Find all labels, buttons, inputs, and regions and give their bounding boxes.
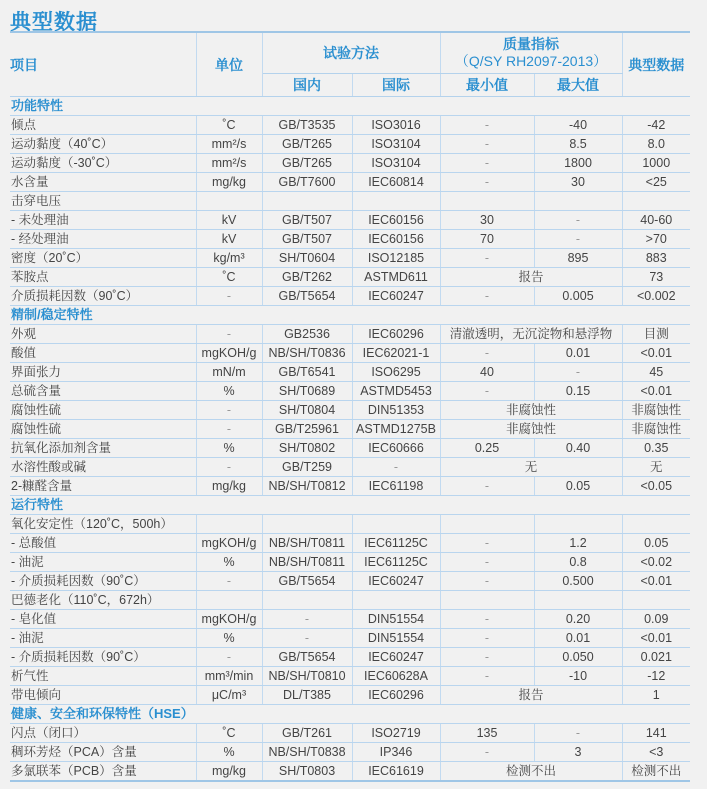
cell-domestic: GB/T262	[262, 268, 352, 287]
cell-max: 0.05	[534, 477, 622, 496]
cell-item: 稠环芳烃（PCA）含量	[10, 743, 196, 762]
cell-item: 介质损耗因数（90˚C）	[10, 287, 196, 306]
cell-min	[440, 515, 534, 534]
section-title: 健康、安全和环保特性（HSE）	[10, 705, 690, 724]
cell-typical: 检测不出	[622, 762, 690, 782]
cell-item: 闪点（闭口）	[10, 724, 196, 743]
cell-typical: <0.01	[622, 382, 690, 401]
cell-min: -	[440, 629, 534, 648]
cell-typical: 0.09	[622, 610, 690, 629]
table-row	[10, 724, 690, 743]
cell-max: 0.01	[534, 344, 622, 363]
table-row	[10, 230, 690, 249]
cell-unit: %	[196, 743, 262, 762]
cell-unit	[196, 515, 262, 534]
cell-international	[352, 192, 440, 211]
cell-domestic: SH/T0802	[262, 439, 352, 458]
table-row	[10, 648, 690, 667]
cell-international: IEC60247	[352, 572, 440, 591]
cell-unit: %	[196, 382, 262, 401]
cell-typical: 1000	[622, 154, 690, 173]
cell-domestic: SH/T0689	[262, 382, 352, 401]
cell-min: 0.25	[440, 439, 534, 458]
cell-domestic: SH/T0604	[262, 249, 352, 268]
cell-domestic	[262, 591, 352, 610]
cell-domestic: GB/T265	[262, 154, 352, 173]
cell-item: - 皂化值	[10, 610, 196, 629]
cell-max: -40	[534, 116, 622, 135]
table-row	[10, 762, 690, 782]
cell-unit: ˚C	[196, 724, 262, 743]
cell-min: -	[440, 116, 534, 135]
header-unit: 单位	[196, 32, 262, 97]
cell-typical: 非腐蚀性	[622, 420, 690, 439]
cell-unit: -	[196, 572, 262, 591]
cell-quality-index: 报告	[440, 686, 622, 705]
cell-domestic: GB/T265	[262, 135, 352, 154]
cell-unit: ˚C	[196, 268, 262, 287]
table-row	[10, 439, 690, 458]
cell-international: ISO2719	[352, 724, 440, 743]
cell-domestic: GB/T7600	[262, 173, 352, 192]
cell-min: -	[440, 534, 534, 553]
table-row	[10, 629, 690, 648]
table-row	[10, 515, 690, 534]
cell-typical: 无	[622, 458, 690, 477]
cell-typical: -12	[622, 667, 690, 686]
cell-domestic: NB/SH/T0811	[262, 534, 352, 553]
section-title: 精制/稳定特性	[10, 306, 690, 325]
cell-typical: -42	[622, 116, 690, 135]
table-row	[10, 610, 690, 629]
cell-international: IEC60296	[352, 325, 440, 344]
quality-index-standard: （Q/SY RH2097-2013）	[454, 53, 608, 69]
cell-unit: -	[196, 401, 262, 420]
table-row	[10, 116, 690, 135]
table-row	[10, 192, 690, 211]
cell-domestic: GB/T259	[262, 458, 352, 477]
header-quality-index	[440, 32, 622, 74]
page-title: 典型数据	[10, 11, 98, 34]
cell-international: IEC60156	[352, 211, 440, 230]
cell-item: 击穿电压	[10, 192, 196, 211]
cell-item: - 油泥	[10, 553, 196, 572]
cell-max: 0.050	[534, 648, 622, 667]
cell-quality-index: 检测不出	[440, 762, 622, 782]
cell-unit: mm³/min	[196, 667, 262, 686]
cell-unit: mgKOH/g	[196, 534, 262, 553]
cell-international: ASTMD5453	[352, 382, 440, 401]
cell-item: 腐蚀性硫	[10, 420, 196, 439]
cell-domestic: SH/T0803	[262, 762, 352, 782]
cell-typical: <0.002	[622, 287, 690, 306]
cell-max: 30	[534, 173, 622, 192]
cell-max: -	[534, 363, 622, 382]
cell-international: ISO3104	[352, 135, 440, 154]
cell-unit: mgKOH/g	[196, 344, 262, 363]
cell-typical: 非腐蚀性	[622, 401, 690, 420]
cell-max	[534, 192, 622, 211]
cell-quality-index: 非腐蚀性	[440, 420, 622, 439]
cell-international: IEC60247	[352, 648, 440, 667]
cell-max: 0.20	[534, 610, 622, 629]
cell-max: 8.5	[534, 135, 622, 154]
cell-min: -	[440, 154, 534, 173]
table-row	[10, 173, 690, 192]
cell-typical: <0.01	[622, 344, 690, 363]
table-row	[10, 420, 690, 439]
cell-quality-index: 无	[440, 458, 622, 477]
cell-min	[440, 192, 534, 211]
cell-item: 水溶性酸或碱	[10, 458, 196, 477]
cell-min: -	[440, 135, 534, 154]
cell-item: 腐蚀性硫	[10, 401, 196, 420]
cell-international: ISO3104	[352, 154, 440, 173]
cell-domestic: GB2536	[262, 325, 352, 344]
cell-international: ISO3016	[352, 116, 440, 135]
cell-item: 巴德老化（110˚C，672h）	[10, 591, 196, 610]
cell-domestic: NB/SH/T0811	[262, 553, 352, 572]
cell-unit	[196, 591, 262, 610]
cell-domestic: NB/SH/T0838	[262, 743, 352, 762]
cell-unit: mg/kg	[196, 762, 262, 782]
cell-international: IEC61619	[352, 762, 440, 782]
cell-international: IEC60814	[352, 173, 440, 192]
cell-unit: -	[196, 325, 262, 344]
cell-unit: -	[196, 420, 262, 439]
cell-domestic: -	[262, 629, 352, 648]
cell-typical: 73	[622, 268, 690, 287]
cell-item: 析气性	[10, 667, 196, 686]
cell-max: 0.40	[534, 439, 622, 458]
cell-item: 多氯联苯（PCB）含量	[10, 762, 196, 782]
cell-domestic: GB/T6541	[262, 363, 352, 382]
cell-item: - 介质损耗因数（90˚C）	[10, 572, 196, 591]
cell-min: -	[440, 743, 534, 762]
cell-international: ASTMD611	[352, 268, 440, 287]
cell-typical: 目测	[622, 325, 690, 344]
cell-max: -10	[534, 667, 622, 686]
section-header	[10, 97, 690, 116]
cell-item: 抗氧化添加剂含量	[10, 439, 196, 458]
table-row	[10, 401, 690, 420]
cell-international: IEC60628A	[352, 667, 440, 686]
cell-min: 30	[440, 211, 534, 230]
cell-unit: %	[196, 629, 262, 648]
cell-min: -	[440, 173, 534, 192]
cell-item: 外观	[10, 325, 196, 344]
cell-item: - 经处理油	[10, 230, 196, 249]
cell-max: -	[534, 230, 622, 249]
cell-international: IEC61125C	[352, 553, 440, 572]
cell-item: - 介质损耗因数（90˚C）	[10, 648, 196, 667]
cell-item: 界面张力	[10, 363, 196, 382]
cell-international: DIN51554	[352, 629, 440, 648]
cell-typical: 8.0	[622, 135, 690, 154]
cell-unit: ˚C	[196, 116, 262, 135]
table-row	[10, 458, 690, 477]
cell-domestic: DL/T385	[262, 686, 352, 705]
cell-min: -	[440, 249, 534, 268]
cell-international: IEC60666	[352, 439, 440, 458]
cell-max: -	[534, 211, 622, 230]
cell-unit: %	[196, 439, 262, 458]
cell-min: -	[440, 572, 534, 591]
table-row	[10, 249, 690, 268]
table-row	[10, 686, 690, 705]
quality-index-title: 质量指标	[503, 36, 559, 52]
table-row	[10, 553, 690, 572]
cell-typical	[622, 515, 690, 534]
cell-unit: mgKOH/g	[196, 610, 262, 629]
cell-min: -	[440, 344, 534, 363]
cell-item: - 总酸值	[10, 534, 196, 553]
cell-min: -	[440, 648, 534, 667]
table-row	[10, 534, 690, 553]
cell-max: 0.15	[534, 382, 622, 401]
cell-unit: -	[196, 648, 262, 667]
cell-item: 密度（20˚C）	[10, 249, 196, 268]
cell-typical: 45	[622, 363, 690, 382]
table-row	[10, 591, 690, 610]
table-row	[10, 363, 690, 382]
cell-item: 2-糠醛含量	[10, 477, 196, 496]
cell-international	[352, 515, 440, 534]
header-domestic: 国内	[262, 74, 352, 97]
cell-typical: 0.35	[622, 439, 690, 458]
cell-max: 0.8	[534, 553, 622, 572]
cell-unit: kV	[196, 211, 262, 230]
cell-international: IP346	[352, 743, 440, 762]
cell-international: IEC60156	[352, 230, 440, 249]
cell-unit: kV	[196, 230, 262, 249]
cell-unit: mm²/s	[196, 154, 262, 173]
cell-typical	[622, 192, 690, 211]
cell-international: IEC62021-1	[352, 344, 440, 363]
cell-min: -	[440, 667, 534, 686]
cell-unit: -	[196, 287, 262, 306]
cell-min: -	[440, 382, 534, 401]
cell-item: - 未处理油	[10, 211, 196, 230]
cell-unit: mN/m	[196, 363, 262, 382]
cell-min: 40	[440, 363, 534, 382]
cell-typical: 0.021	[622, 648, 690, 667]
cell-domestic: NB/SH/T0812	[262, 477, 352, 496]
cell-max: 1800	[534, 154, 622, 173]
cell-typical: 141	[622, 724, 690, 743]
section-header	[10, 705, 690, 724]
table-row	[10, 154, 690, 173]
cell-unit: kg/m³	[196, 249, 262, 268]
cell-max: 0.01	[534, 629, 622, 648]
cell-international: -	[352, 458, 440, 477]
cell-max	[534, 515, 622, 534]
section-header	[10, 306, 690, 325]
cell-domestic: NB/SH/T0810	[262, 667, 352, 686]
typical-data-table	[10, 31, 690, 782]
cell-domestic: SH/T0804	[262, 401, 352, 420]
cell-max: 3	[534, 743, 622, 762]
header-typical: 典型数据	[622, 32, 690, 97]
header-max: 最大值	[534, 74, 622, 97]
cell-min: -	[440, 477, 534, 496]
cell-max: 0.005	[534, 287, 622, 306]
cell-item: 运动黏度（40˚C）	[10, 135, 196, 154]
table-row	[10, 382, 690, 401]
cell-typical: 40-60	[622, 211, 690, 230]
cell-domestic: -	[262, 610, 352, 629]
cell-typical: <25	[622, 173, 690, 192]
table-row	[10, 477, 690, 496]
cell-min: -	[440, 553, 534, 572]
cell-item: 总硫含量	[10, 382, 196, 401]
table-row	[10, 325, 690, 344]
cell-domestic: GB/T5654	[262, 287, 352, 306]
cell-max: -	[534, 724, 622, 743]
cell-item: 氧化安定性（120˚C，500h）	[10, 515, 196, 534]
table-row	[10, 268, 690, 287]
cell-min: -	[440, 287, 534, 306]
cell-international: IEC60247	[352, 287, 440, 306]
header-item: 项目	[10, 32, 196, 97]
cell-typical: 1	[622, 686, 690, 705]
cell-domestic: NB/SH/T0836	[262, 344, 352, 363]
cell-item: 倾点	[10, 116, 196, 135]
cell-unit: mg/kg	[196, 477, 262, 496]
cell-unit: -	[196, 458, 262, 477]
cell-typical: <0.01	[622, 572, 690, 591]
cell-unit: %	[196, 553, 262, 572]
cell-quality-index: 非腐蚀性	[440, 401, 622, 420]
section-title: 功能特性	[10, 97, 690, 116]
cell-domestic	[262, 515, 352, 534]
table-row	[10, 211, 690, 230]
cell-unit: μC/m³	[196, 686, 262, 705]
header-min: 最小值	[440, 74, 534, 97]
cell-international: IEC61125C	[352, 534, 440, 553]
cell-typical: 883	[622, 249, 690, 268]
cell-min: 70	[440, 230, 534, 249]
cell-unit	[196, 192, 262, 211]
cell-international: DIN51554	[352, 610, 440, 629]
cell-quality-index: 报告	[440, 268, 622, 287]
header-international: 国际	[352, 74, 440, 97]
cell-domestic: GB/T5654	[262, 648, 352, 667]
table-row	[10, 667, 690, 686]
cell-international: IEC60296	[352, 686, 440, 705]
header-test-method: 试验方法	[262, 32, 440, 74]
cell-min: -	[440, 610, 534, 629]
cell-international: ISO6295	[352, 363, 440, 382]
cell-international: IEC61198	[352, 477, 440, 496]
section-title: 运行特性	[10, 496, 690, 515]
cell-item: - 油泥	[10, 629, 196, 648]
cell-quality-index: 清澈透明，无沉淀物和悬浮物	[440, 325, 622, 344]
cell-domestic: GB/T25961	[262, 420, 352, 439]
section-header	[10, 496, 690, 515]
cell-item: 水含量	[10, 173, 196, 192]
table-row	[10, 344, 690, 363]
cell-domestic	[262, 192, 352, 211]
cell-domestic: GB/T261	[262, 724, 352, 743]
cell-typical: 0.05	[622, 534, 690, 553]
cell-domestic: GB/T507	[262, 230, 352, 249]
cell-international: DIN51353	[352, 401, 440, 420]
table-row	[10, 572, 690, 591]
cell-domestic: GB/T3535	[262, 116, 352, 135]
cell-min	[440, 591, 534, 610]
cell-max: 0.500	[534, 572, 622, 591]
cell-domestic: GB/T507	[262, 211, 352, 230]
cell-typical: >70	[622, 230, 690, 249]
cell-typical: <0.02	[622, 553, 690, 572]
cell-international: ISO12185	[352, 249, 440, 268]
cell-item: 带电倾向	[10, 686, 196, 705]
cell-unit: mm²/s	[196, 135, 262, 154]
table-row	[10, 135, 690, 154]
cell-max: 1.2	[534, 534, 622, 553]
cell-domestic: GB/T5654	[262, 572, 352, 591]
cell-typical: <3	[622, 743, 690, 762]
cell-typical: <0.01	[622, 629, 690, 648]
table-row	[10, 287, 690, 306]
cell-max: 895	[534, 249, 622, 268]
cell-max	[534, 591, 622, 610]
cell-unit: mg/kg	[196, 173, 262, 192]
cell-international: ASTMD1275B	[352, 420, 440, 439]
cell-min: 135	[440, 724, 534, 743]
cell-item: 苯胺点	[10, 268, 196, 287]
table-row	[10, 743, 690, 762]
cell-item: 运动黏度（-30˚C）	[10, 154, 196, 173]
cell-typical: <0.05	[622, 477, 690, 496]
cell-typical	[622, 591, 690, 610]
cell-item: 酸值	[10, 344, 196, 363]
cell-international	[352, 591, 440, 610]
